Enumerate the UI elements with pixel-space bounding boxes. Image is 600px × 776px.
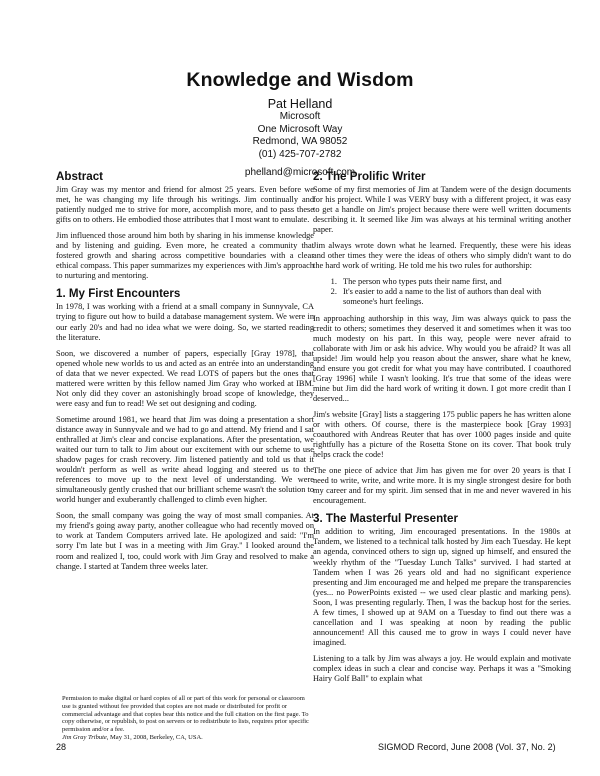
abstract-heading: Abstract [56,170,104,183]
copyright-notice [62,695,314,742]
section-2-heading: 2. The Prolific Writer [313,170,426,183]
author-name: Pat Helland [267,97,333,111]
copyright-venue-line [62,734,314,742]
section-2-paragraph: In approaching authorship in this way, Jim was always quick to pass the credit to others; sometimes they deserved it and sometimes when it was too much modesty on his part. In this way, people were never afraid to collaborate with Jim or ask his advice. Why would you be afraid? It was all upside! Jim would help you reason about the answer, share what he knew, and ensure you got credit for what you may have contributed. I coauthored [Gray 1996] while I wasn't looking. It's true that some of the ideas were mine but Jim did the hard work of writing it down. I got more credit than I deserved... [313,313,571,403]
copyright-text: Permission to make digital or hard copies of all or part of this work for personal or classroom use is granted without fee provided that copies are not made or distributed for profit or commercial advantage and that copies bear this notice and the full citation on the first page. To copy otherwise, or republish, to post on servers or to redistribute to lists, requires prior specific permission and/or a fee. [62,695,309,734]
author-affiliation-line: (01) 425-707-2782 [258,148,342,160]
authorship-rule: 1. The person who types puts their name first, and [339,277,571,287]
section-2-paragraph: Some of my first memories of Jim at Tandem were of the design documents for his project. While I was VERY busy with a different project, it was easy to get a handle on Jim's project because there were well written documents describing it. It seemed like Jim was always at his terminal writing another paper. [313,185,571,235]
section-1-paragraph: Sometime around 1981, we heard that Jim was doing a presentation a short distance away in Sunnyvale and we had to go and attend. My friend and I sat enthralled at Jim's clear and concise explanations. After the presentation, we waited our turn to talk to Jim about our excitement with our scheme to use shadow pages for crash recovery. Jim listened patiently and told us that it wouldn't perform as well as write ahead logging and steered us to the references to move up to the next level of understanding. We were simultaneously gently crushed that our brilliant scheme wasn't the solution to world hunger and exuberantly challenged to climb even higher. [56,414,314,505]
page-number: 28 [56,742,67,752]
journal-citation: SIGMOD Record, June 2008 (Vol. 37, No. 2) [378,742,556,752]
section-3-heading: 3. The Masterful Presenter [313,512,458,526]
author-affiliation-line: One Microsoft Way [257,123,343,135]
paper-header [0,68,600,179]
authorship-rule: 2. It's easier to add a name to the list of authors than deal with someone's hurt feelings. [339,287,571,307]
left-column [56,170,314,578]
authorship-rules-list [313,277,571,307]
abstract-paragraph: Jim Gray was my mentor and friend for almost 25 years. Even before we met, he was changing my life through his writings. Jim continually and patiently nudged me to strive for more, accomplish more, and to pass these gifts on to others. He embodied those attributes that I most want to emulate. [56,185,314,225]
venue-details: , May 31, 2008, Berkeley, CA, USA. [106,733,203,741]
section-3-paragraph: In addition to writing, Jim encouraged presentations. In the 1980s at Tandem, we listened to a technical talk hosted by Jim each Tuesday. He kept an agenda, convinced others to sign up, signed up himself, and ensured the weekly rhythm of the "Tuesday Lunch Talks" survived. I had started at Tandem when I was 26 years old and had no significant experience presenting and Jim encouraged me and helped me prepare the transparencies (yes... no PowerPoints existed -- we used clear plastic and marking pens). Soon, I was presenting regularly. Then, I was the backup host for the series. A few times, I showed up at 9AM on a Tuesday to find out there was a cancellation and I was speaking at noon by reading the public announcement! All this caused me to grow in ways I could never have imagined. [313,527,571,647]
right-column [313,170,571,690]
abstract-paragraph: Jim influenced those around him both by sharing in his immense knowledge and by listening and guiding. Even more, he created a community that fostered growth and sharing across competitive boundaries with a clear ethical compass. This paper summarizes my experiences with Jim's approach to nurturing and mentoring. [56,231,314,281]
section-1-paragraph: Soon, we discovered a number of papers, especially [Gray 1978], that opened whole new worlds to us and acted as an entrée into an understanding of data that we never expected. We read LOTS of papers but the ones that mattered were written by this fellow named Jim Gray who worked at IBM. Not only did they cover an astonishingly broad scope of knowledge, they were easy and fun to read! We set out designing and coding. [56,348,314,408]
section-1-paragraph: Soon, the small company was going the way of most small companies. At my friend's going away party, another colleague who had recently moved on to work at Tandem Computers arrived late. He apologized and said: "I'm sorry I'm late but I was in a meeting with Jim Gray." I looked around the room and realized I, too, could work with Jim Gray and resolved to make a change. I started at Tandem three weeks later. [56,511,314,571]
section-2-paragraph: Jim always wrote down what he learned. Frequently, these were his ideas and other times they were the ideas of others who simply didn't want to do the hard work of writing. He told me his two rules for authorship: [313,241,571,271]
author-email: phelland@microsoft.com [244,167,356,179]
section-1-paragraph: In 1978, I was working with a friend at a small company in Sunnyvale, CA trying to figure out how to build a database management system. We were in our early 20's and had no idea what we were doing. So, we started reading the literature. [56,302,314,342]
section-3-paragraph: Listening to a talk by Jim was always a joy. He would explain and motivate complex ideas in such a clear and concise way. Perhaps it was a "Smoking Hairy Golf Ball" to explain what [313,653,571,684]
author-affiliation-line: Microsoft [279,111,321,122]
venue-name: Jim Gray Tribute [62,733,107,741]
section-2-paragraph: Jim's website [Gray] lists a staggering 175 public papers he has written alone or with others. Of course, there is the masterpiece book [Gray 1993] coauthored with Andreas Reuter that has over 1000 pages inside and quite rightfully has a picture of the Rosetta Stone on its cover. That book truly helps crack the code! [313,409,571,460]
section-2-paragraph: The one piece of advice that Jim has given me for over 20 years is that I need to write, write, and write more. It is my single strongest desire for both my career and for my spirit. Jim sensed that in me and never wavered in his encouragement. [313,466,571,506]
paper-title: Knowledge and Wisdom [186,69,414,91]
section-1-heading: 1. My First Encounters [56,287,181,301]
author-affiliation-line: Redmond, WA 98052 [252,136,348,148]
